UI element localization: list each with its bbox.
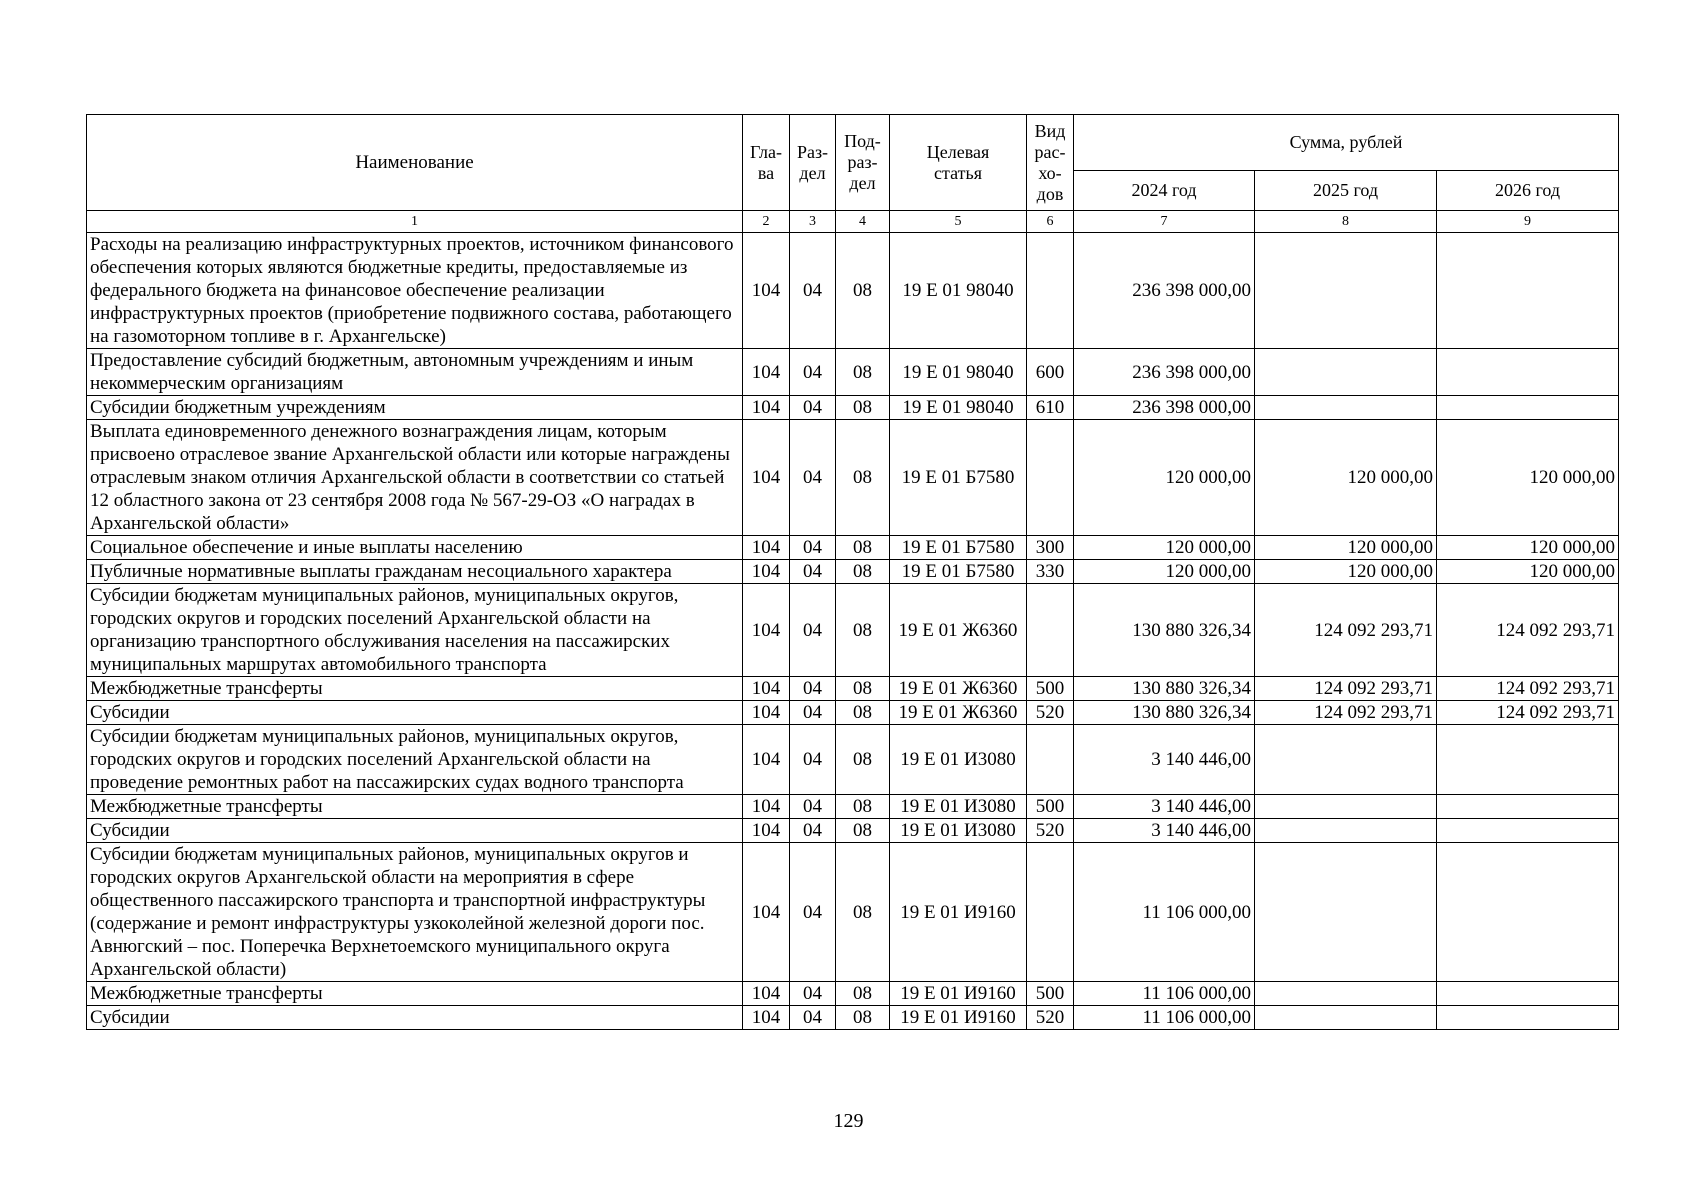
table-row [87, 396, 1619, 420]
row-chapter: 104 [743, 982, 790, 1006]
row-target: 19 Е 01 98040 [890, 349, 1027, 396]
row-sum-2024: 120 000,00 [1074, 536, 1255, 560]
row-expense-type: 330 [1027, 560, 1074, 584]
row-chapter: 104 [743, 843, 790, 982]
header-year-2026: 2026 год [1437, 171, 1619, 211]
row-sum-2026 [1437, 349, 1619, 396]
row-section: 04 [790, 420, 836, 536]
row-target: 19 Е 01 И3080 [890, 795, 1027, 819]
row-sum-2025 [1255, 843, 1437, 982]
row-sum-2024: 3 140 446,00 [1074, 819, 1255, 843]
row-name: Публичные нормативные выплаты гражданам несоциального характера [87, 560, 743, 584]
row-sum-2026: 124 092 293,71 [1437, 584, 1619, 677]
row-sum-2025: 120 000,00 [1255, 560, 1437, 584]
row-sum-2024: 3 140 446,00 [1074, 725, 1255, 795]
row-subsection: 08 [836, 233, 890, 349]
page-number: 129 [833, 1110, 864, 1132]
row-section: 04 [790, 1006, 836, 1030]
row-sum-2025 [1255, 795, 1437, 819]
row-sum-2026: 120 000,00 [1437, 560, 1619, 584]
row-name: Межбюджетные трансферты [87, 795, 743, 819]
row-chapter: 104 [743, 819, 790, 843]
col-number: 5 [890, 211, 1027, 233]
table-body [87, 233, 1619, 1030]
row-name: Социальное обеспечение и иные выплаты населению [87, 536, 743, 560]
table-row [87, 536, 1619, 560]
row-sum-2025 [1255, 982, 1437, 1006]
row-sum-2025: 120 000,00 [1255, 536, 1437, 560]
row-name: Субсидии [87, 819, 743, 843]
row-chapter: 104 [743, 536, 790, 560]
row-expense-type: 500 [1027, 677, 1074, 701]
row-subsection: 08 [836, 420, 890, 536]
row-chapter: 104 [743, 677, 790, 701]
row-section: 04 [790, 725, 836, 795]
row-sum-2026 [1437, 725, 1619, 795]
row-sum-2026: 124 092 293,71 [1437, 677, 1619, 701]
header-year-2024: 2024 год [1074, 171, 1255, 211]
table-row [87, 677, 1619, 701]
row-subsection: 08 [836, 1006, 890, 1030]
row-section: 04 [790, 677, 836, 701]
row-section: 04 [790, 843, 836, 982]
row-target: 19 Е 01 Б7580 [890, 420, 1027, 536]
row-expense-type [1027, 584, 1074, 677]
row-sum-2025 [1255, 349, 1437, 396]
row-chapter: 104 [743, 701, 790, 725]
table-row [87, 560, 1619, 584]
row-target: 19 Е 01 И9160 [890, 843, 1027, 982]
row-target: 19 Е 01 Ж6360 [890, 701, 1027, 725]
col-number: 6 [1027, 211, 1074, 233]
row-subsection: 08 [836, 843, 890, 982]
row-target: 19 Е 01 Ж6360 [890, 584, 1027, 677]
row-chapter: 104 [743, 725, 790, 795]
row-subsection: 08 [836, 819, 890, 843]
row-expense-type [1027, 233, 1074, 349]
row-sum-2024: 3 140 446,00 [1074, 795, 1255, 819]
row-section: 04 [790, 396, 836, 420]
row-target: 19 Е 01 И3080 [890, 819, 1027, 843]
row-section: 04 [790, 819, 836, 843]
table-row [87, 725, 1619, 795]
table-row [87, 982, 1619, 1006]
row-sum-2024: 130 880 326,34 [1074, 584, 1255, 677]
row-target: 19 Е 01 Ж6360 [890, 677, 1027, 701]
row-sum-2025 [1255, 725, 1437, 795]
row-sum-2025 [1255, 233, 1437, 349]
table-row [87, 233, 1619, 349]
table-row [87, 701, 1619, 725]
row-sum-2025: 124 092 293,71 [1255, 584, 1437, 677]
row-name: Субсидии бюджетным учреждениям [87, 396, 743, 420]
row-target: 19 Е 01 98040 [890, 233, 1027, 349]
header-expense-type: Вид рас- хо- дов [1027, 115, 1074, 211]
row-name: Субсидии [87, 1006, 743, 1030]
row-subsection: 08 [836, 725, 890, 795]
row-subsection: 08 [836, 795, 890, 819]
row-expense-type: 610 [1027, 396, 1074, 420]
row-target: 19 Е 01 Б7580 [890, 560, 1027, 584]
row-subsection: 08 [836, 982, 890, 1006]
row-sum-2024: 130 880 326,34 [1074, 677, 1255, 701]
row-expense-type: 300 [1027, 536, 1074, 560]
row-target: 19 Е 01 И9160 [890, 982, 1027, 1006]
row-expense-type [1027, 843, 1074, 982]
row-section: 04 [790, 536, 836, 560]
row-sum-2026 [1437, 396, 1619, 420]
header-target: Целевая статья [890, 115, 1027, 211]
col-number: 4 [836, 211, 890, 233]
row-section: 04 [790, 560, 836, 584]
row-sum-2025 [1255, 819, 1437, 843]
row-sum-2025 [1255, 1006, 1437, 1030]
row-name: Выплата единовременного денежного вознаграждения лицам, которым присвоено отраслевое звание Архангельской области или которые награждены отраслевым знаком отличия Архангельской области в соответствии со статьей 12 областного закона от 23 сентября 2008 года № 567-29-ОЗ «О наградах в Архангельской области» [87, 420, 743, 536]
table-row [87, 1006, 1619, 1030]
col-number: 8 [1255, 211, 1437, 233]
row-expense-type: 520 [1027, 819, 1074, 843]
col-number: 3 [790, 211, 836, 233]
row-subsection: 08 [836, 584, 890, 677]
row-sum-2024: 130 880 326,34 [1074, 701, 1255, 725]
header-name: Наименование [87, 115, 743, 211]
row-expense-type [1027, 420, 1074, 536]
row-target: 19 Е 01 И3080 [890, 725, 1027, 795]
row-section: 04 [790, 982, 836, 1006]
row-sum-2024: 236 398 000,00 [1074, 349, 1255, 396]
header-subsection: Под- раз- дел [836, 115, 890, 211]
row-target: 19 Е 01 И9160 [890, 1006, 1027, 1030]
row-target: 19 Е 01 98040 [890, 396, 1027, 420]
row-section: 04 [790, 795, 836, 819]
row-chapter: 104 [743, 233, 790, 349]
row-section: 04 [790, 701, 836, 725]
row-subsection: 08 [836, 677, 890, 701]
table-row [87, 420, 1619, 536]
row-chapter: 104 [743, 349, 790, 396]
row-chapter: 104 [743, 795, 790, 819]
row-sum-2026: 124 092 293,71 [1437, 701, 1619, 725]
table-row [87, 584, 1619, 677]
row-sum-2026 [1437, 819, 1619, 843]
row-sum-2024: 11 106 000,00 [1074, 982, 1255, 1006]
row-chapter: 104 [743, 1006, 790, 1030]
table-row [87, 795, 1619, 819]
row-subsection: 08 [836, 701, 890, 725]
table-row [87, 349, 1619, 396]
row-sum-2024: 236 398 000,00 [1074, 233, 1255, 349]
row-name: Межбюджетные трансферты [87, 677, 743, 701]
col-number: 9 [1437, 211, 1619, 233]
row-target: 19 Е 01 Б7580 [890, 536, 1027, 560]
col-number: 1 [87, 211, 743, 233]
row-sum-2025: 124 092 293,71 [1255, 701, 1437, 725]
row-sum-2026 [1437, 982, 1619, 1006]
row-sum-2026 [1437, 843, 1619, 982]
row-sum-2024: 11 106 000,00 [1074, 843, 1255, 982]
row-sum-2024: 120 000,00 [1074, 560, 1255, 584]
table-row [87, 819, 1619, 843]
row-sum-2026 [1437, 795, 1619, 819]
row-subsection: 08 [836, 396, 890, 420]
row-name: Предоставление субсидий бюджетным, автономным учреждениям и иным некоммерческим организациям [87, 349, 743, 396]
budget-table [86, 114, 1619, 1030]
row-section: 04 [790, 584, 836, 677]
row-expense-type: 520 [1027, 1006, 1074, 1030]
row-chapter: 104 [743, 584, 790, 677]
row-sum-2025: 124 092 293,71 [1255, 677, 1437, 701]
row-sum-2026: 120 000,00 [1437, 420, 1619, 536]
table-row [87, 843, 1619, 982]
row-section: 04 [790, 349, 836, 396]
row-sum-2024: 120 000,00 [1074, 420, 1255, 536]
row-chapter: 104 [743, 420, 790, 536]
row-sum-2026 [1437, 1006, 1619, 1030]
row-sum-2024: 11 106 000,00 [1074, 1006, 1255, 1030]
row-sum-2025: 120 000,00 [1255, 420, 1437, 536]
row-section: 04 [790, 233, 836, 349]
row-name: Субсидии бюджетам муниципальных районов, муниципальных округов, городских округов и городских поселений Архангельской области на проведение ремонтных работ на пассажирских судах водного транспорта [87, 725, 743, 795]
row-expense-type [1027, 725, 1074, 795]
row-expense-type: 520 [1027, 701, 1074, 725]
col-number: 2 [743, 211, 790, 233]
row-expense-type: 500 [1027, 795, 1074, 819]
row-sum-2026 [1437, 233, 1619, 349]
row-name: Расходы на реализацию инфраструктурных проектов, источником финансового обеспечения которых являются бюджетные кредиты, предоставляемые из федерального бюджета на финансовое обеспечение реализации инфраструктурных проектов (приобретение подвижного состава, работающего на газомоторном топливе в г. Архангельске) [87, 233, 743, 349]
row-name: Межбюджетные трансферты [87, 982, 743, 1006]
header-chapter: Гла- ва [743, 115, 790, 211]
row-name: Субсидии бюджетам муниципальных районов, муниципальных округов, городских округов и городских поселений Архангельской области на организацию транспортного обслуживания населения на пассажирских муниципальных маршрутах автомобильного транспорта [87, 584, 743, 677]
row-sum-2026: 120 000,00 [1437, 536, 1619, 560]
row-sum-2025 [1255, 396, 1437, 420]
header-section: Раз- дел [790, 115, 836, 211]
header-year-2025: 2025 год [1255, 171, 1437, 211]
row-chapter: 104 [743, 396, 790, 420]
row-expense-type: 600 [1027, 349, 1074, 396]
row-subsection: 08 [836, 536, 890, 560]
row-expense-type: 500 [1027, 982, 1074, 1006]
row-name: Субсидии бюджетам муниципальных районов, муниципальных округов и городских округов Архангельской области на мероприятия в сфере общественного пассажирского транспорта и транспортной инфраструктуры (содержание и ремонт инфраструктуры узкоколейной железной дороги пос. Авнюгский – пос. Поперечка Верхнетоемского муниципального округа Архангельской области) [87, 843, 743, 982]
row-sum-2024: 236 398 000,00 [1074, 396, 1255, 420]
col-number: 7 [1074, 211, 1255, 233]
row-chapter: 104 [743, 560, 790, 584]
row-name: Субсидии [87, 701, 743, 725]
row-subsection: 08 [836, 560, 890, 584]
header-sum: Сумма, рублей [1074, 115, 1619, 171]
row-subsection: 08 [836, 349, 890, 396]
